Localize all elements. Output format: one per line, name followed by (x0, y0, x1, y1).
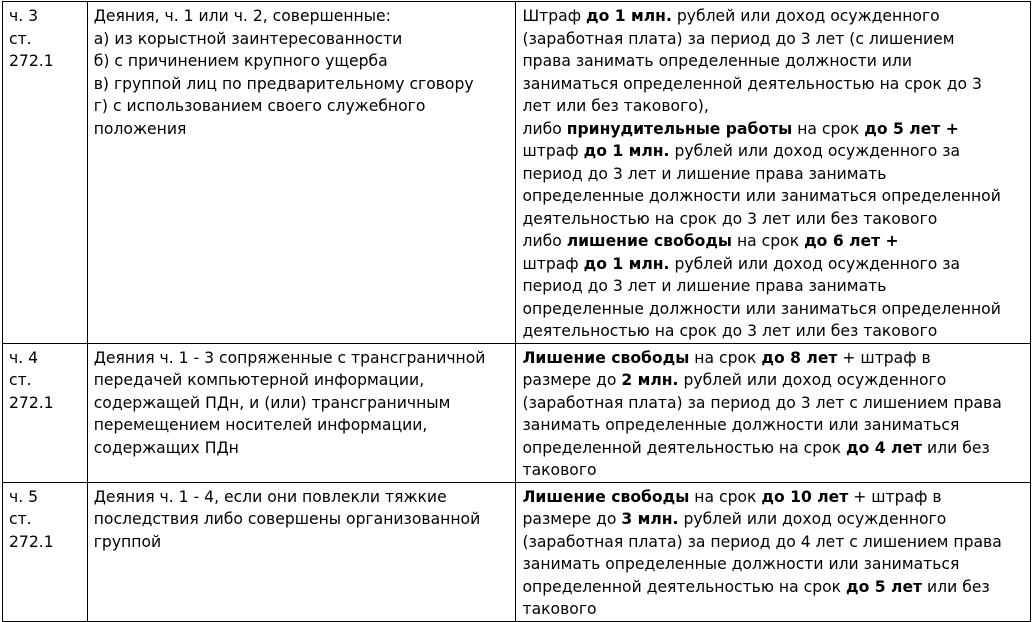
offense-description-line: г) с использованием своего служебного (93, 97, 426, 115)
penalty-text: размере до (522, 371, 622, 389)
penalty-text: или без (922, 438, 990, 457)
penalty-text: на срок (732, 232, 805, 250)
penalty-line (522, 275, 1026, 298)
penalty-emphasis: Лишение свободы (522, 348, 690, 367)
penalty-text: занимать определенные должности или заниматься (522, 416, 960, 434)
penalty-line (522, 553, 1026, 576)
penalty-line (522, 369, 1026, 392)
description-cell (87, 482, 516, 621)
penalty-line (522, 163, 1026, 186)
penalty-emphasis: до 5 лет + (864, 119, 959, 138)
article-ref-line: 272.1 (9, 532, 54, 551)
penalty-line (522, 531, 1026, 554)
offense-description-line: последствия либо совершены организованной (93, 510, 481, 528)
article-ref-line: ст. (9, 371, 32, 389)
penalty-line (522, 298, 1026, 321)
article-ref-line: ч. 4 (9, 348, 39, 367)
penalty-line (522, 140, 1026, 163)
penalty-text: права занимать определенные должности или (522, 52, 913, 70)
penalty-line (522, 5, 1026, 28)
penalty-table (2, 1, 1031, 622)
penalty-text: такового (522, 461, 597, 479)
penalty-line (522, 598, 1026, 621)
penalty-text: определенные должности или заниматься определенной (522, 187, 1001, 205)
penalty-emphasis: до 1 млн. (583, 142, 670, 160)
penalty-cell (516, 482, 1031, 621)
penalty-emphasis: до 1 млн. (583, 254, 670, 273)
offense-description-line: содержащей ПДн, и (или) трансграничным (93, 393, 451, 412)
penalty-text: Штраф (522, 7, 586, 25)
article-ref-line: ч. 5 (9, 487, 39, 506)
penalty-text: рублей или доход осужденного за (669, 142, 961, 160)
penalty-emphasis: 2 млн. (621, 371, 679, 389)
penalty-text: либо (522, 232, 567, 250)
offense-description-line: Деяния ч. 1 - 3 сопряженные с трансграничной (93, 348, 486, 367)
penalty-line (522, 118, 1026, 141)
penalty-line (522, 28, 1026, 51)
article-ref-line: 272.1 (9, 393, 54, 412)
penalty-cell (516, 343, 1031, 482)
penalty-cell (516, 2, 1031, 344)
offense-description-line: группой (93, 532, 162, 551)
penalty-line (522, 95, 1026, 118)
article-ref-line: ст. (9, 510, 32, 528)
description-cell (87, 343, 516, 482)
penalty-text: рублей или доход осужденного (678, 371, 947, 389)
penalty-text: определенной деятельностью на срок (522, 438, 847, 457)
description-cell (87, 2, 516, 344)
penalty-text: на срок (792, 119, 865, 138)
penalty-emphasis: до 10 лет (761, 487, 849, 506)
penalty-text: рублей или доход осужденного (671, 7, 940, 25)
offense-description-line: Деяния, ч. 1 или ч. 2, совершенные: (93, 7, 391, 25)
offense-description-line: положения (93, 119, 187, 138)
penalty-text: период до 3 лет и лишение права занимать (522, 164, 887, 183)
penalty-text: деятельностью на срок до 3 лет или без такового (522, 322, 938, 340)
penalty-emphasis: до 6 лет + (804, 232, 899, 250)
offense-description-line: перемещением носителей информации, (93, 416, 428, 434)
penalty-text: размере до (522, 510, 622, 528)
penalty-text: рублей или доход осужденного за (669, 254, 961, 273)
penalty-text: или без (922, 577, 990, 596)
penalty-line (522, 459, 1026, 482)
article-ref-line: 272.1 (9, 52, 54, 70)
penalty-text: + штраф в (848, 487, 942, 506)
article-cell (3, 482, 88, 621)
table-row (3, 482, 1031, 621)
penalty-line (522, 347, 1026, 370)
penalty-emphasis: принудительные работы (566, 119, 793, 138)
penalty-text: (заработная плата) за период до 3 лет (с лишением (522, 29, 955, 48)
penalty-text: период до 3 лет и лишение права занимать (522, 277, 887, 295)
penalty-text: занимать определенные должности или заниматься (522, 555, 960, 573)
penalty-text: определенные должности или заниматься определенной (522, 299, 1001, 318)
penalty-line (522, 576, 1026, 599)
penalty-text: на срок (689, 487, 762, 506)
penalty-text: определенной деятельностью на срок (522, 577, 847, 596)
penalty-line (522, 253, 1026, 276)
penalty-text: рублей или доход осужденного (678, 510, 947, 528)
penalty-text: такового (522, 600, 597, 618)
penalty-line (522, 320, 1026, 343)
offense-description-line: содержащих ПДн (93, 438, 239, 457)
penalty-text: на срок (689, 348, 762, 367)
penalty-emphasis: 3 млн. (621, 510, 679, 528)
penalty-text: (заработная плата) за период до 4 лет с лишением права (522, 532, 1002, 551)
article-ref-line: ст. (9, 29, 32, 48)
penalty-line (522, 392, 1026, 415)
penalty-line (522, 508, 1026, 531)
penalty-text: либо (522, 119, 567, 138)
penalty-emphasis: лишение свободы (566, 232, 733, 250)
penalty-text: штраф (522, 142, 584, 160)
penalty-text: (заработная плата) за период до 3 лет с лишением права (522, 393, 1002, 412)
table-row (3, 343, 1031, 482)
offense-description-line: в) группой лиц по предварительному сговору (93, 74, 474, 93)
offense-description-line: а) из корыстной заинтересованности (93, 29, 403, 48)
table-row (3, 2, 1031, 344)
penalty-text: лет или без такового), (522, 97, 709, 115)
penalty-text: заниматься определенной деятельностью на срок до 3 (522, 74, 982, 93)
article-cell (3, 2, 88, 344)
penalty-emphasis: до 5 лет (846, 577, 923, 596)
penalty-emphasis: Лишение свободы (522, 487, 690, 506)
penalty-emphasis: до 1 млн. (586, 7, 672, 25)
penalty-emphasis: до 4 лет (846, 438, 923, 457)
offense-description-line: Деяния ч. 1 - 4, если они повлекли тяжкие (93, 487, 447, 506)
penalty-text: деятельностью на срок до 3 лет или без такового (522, 209, 938, 228)
penalty-line (522, 230, 1026, 253)
article-cell (3, 343, 88, 482)
penalty-line (522, 50, 1026, 73)
penalty-emphasis: до 8 лет (761, 348, 838, 367)
penalty-text: + штраф в (837, 348, 931, 367)
article-ref-line: ч. 3 (9, 7, 39, 25)
penalty-line (522, 208, 1026, 231)
penalty-line (522, 486, 1026, 509)
penalty-line (522, 73, 1026, 96)
penalty-line (522, 437, 1026, 460)
penalty-line (522, 185, 1026, 208)
offense-description-line: б) с причинением крупного ущерба (93, 52, 388, 70)
penalty-line (522, 414, 1026, 437)
offense-description-line: передачей компьютерной информации, (93, 371, 425, 389)
penalty-text: штраф (522, 254, 584, 273)
